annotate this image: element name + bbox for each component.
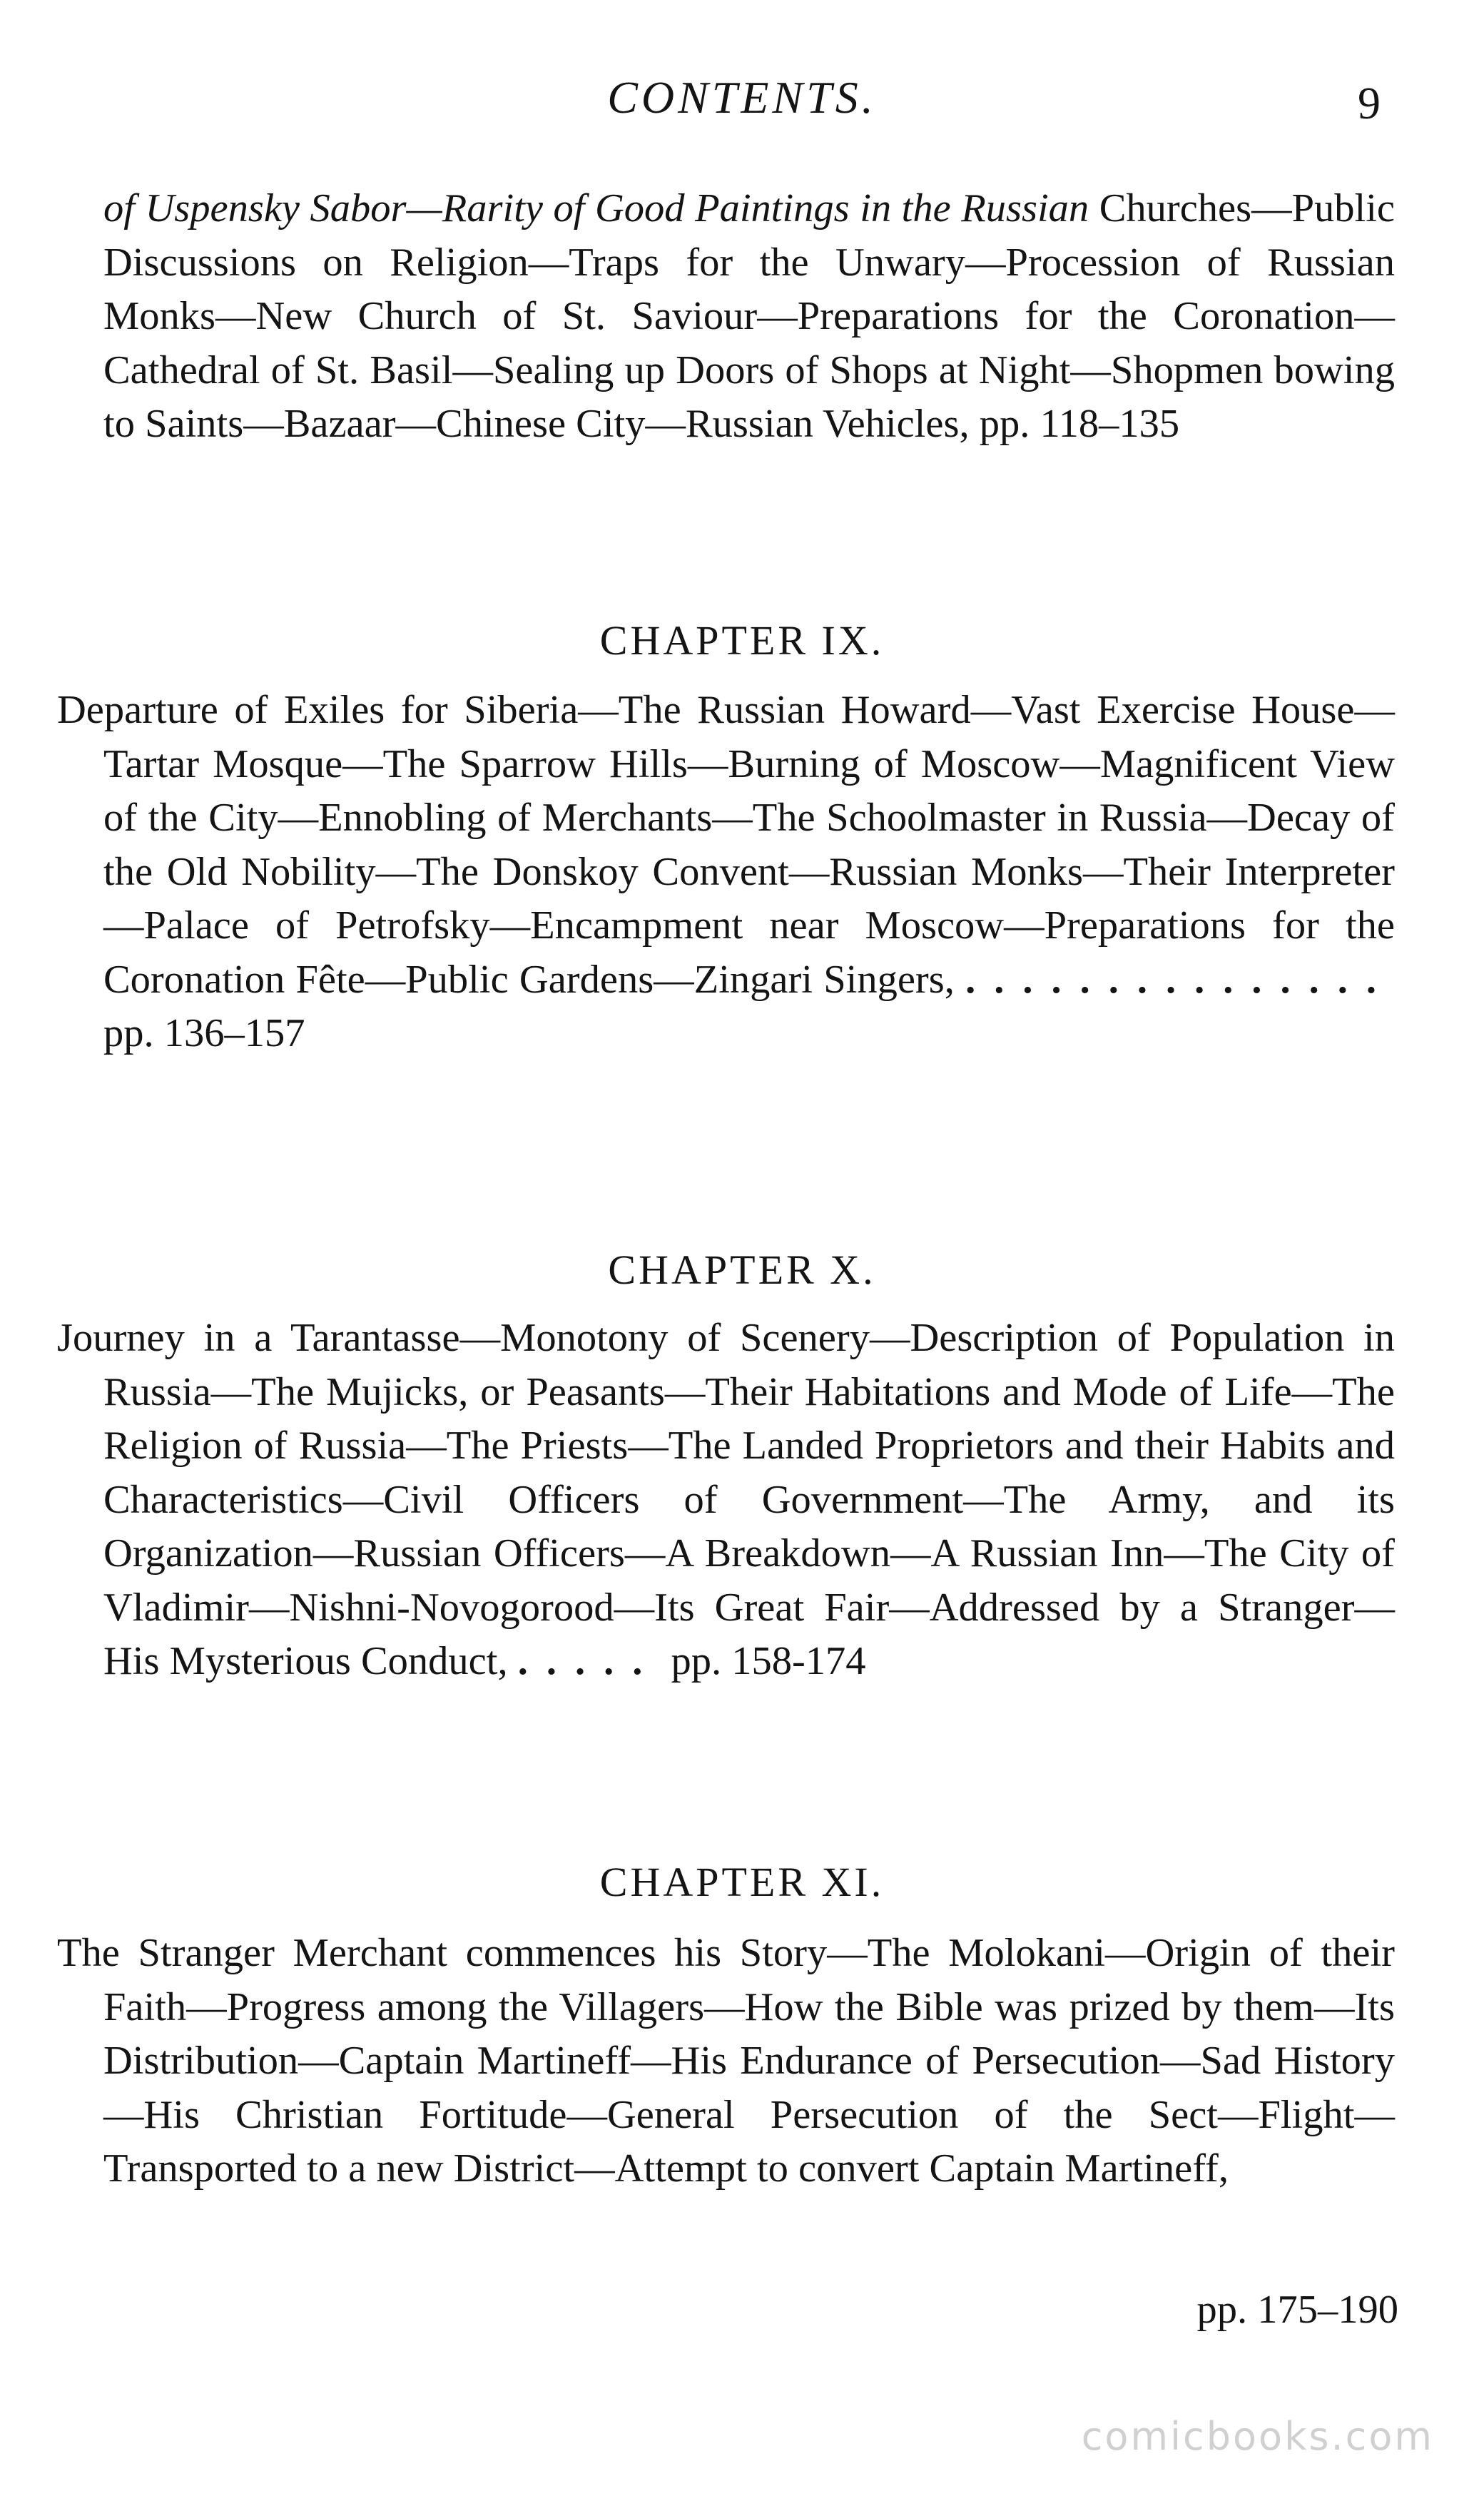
- chapter-x-page-range: pp. 158-174: [671, 1639, 866, 1683]
- chapter-x-summary: [57, 1312, 1395, 1689]
- chapter-ix-heading: CHAPTER IX.: [599, 617, 885, 664]
- running-title: CONTENTS.: [607, 72, 877, 123]
- watermark-logo: comicbooks.com: [1081, 2414, 1434, 2459]
- chapter-ix-page-range: pp. 136–157: [103, 1011, 305, 1055]
- continuation-italic-text: of Uspensky Sabor—Rarity of Good Paintings in the Russian: [103, 186, 1089, 230]
- chapter-ix-summary: [57, 684, 1395, 1061]
- continuation-page-range: pp. 118–135: [979, 402, 1180, 446]
- chapter-x-text: Journey in a Tarantasse—Monotony of Scenery—Description of Population in Russia—The Mujicks, or Peasants—Their Habitations and Mode of Life—The Religion of Russia—The Priests—The Landed Proprietors and their Habits and Characteristics—Civil Officers of Government—The Army, and its Organization—Russian Officers—A Breakdown—A Russian Inn—The City of Vladimir—Nishni-Novogorood—Its Great Fair—Addressed by a Stranger—His Mysterious Conduct,: [57, 1316, 1395, 1683]
- chapter-x-heading: CHAPTER X.: [608, 1247, 876, 1293]
- continuation-text: Churches—Public Discussions on Religion—Traps for the Unwary—Procession of Russian Monks—New Church of St. Saviour—Preparations for the Coronation—Cathedral of St. Basil—Sealing up Doors of Shops at Night—Shopmen bowing to Saints—Bazaar—Chinese City—Russian Vehicles,: [103, 186, 1396, 446]
- chapter-xi-text: The Stranger Merchant commences his Story—The Molokani—Origin of their Faith—Progress among the Villagers—How the Bible was prized by them—Its Distribution—Captain Martineff—His Endurance of Persecution—Sad History—His Christian Fortitude—General Persecution of the Sect—Flight—Transported to a new District—Attempt to convert Captain Martineff,: [57, 1931, 1395, 2191]
- chapter-viii-continuation: [57, 182, 1395, 452]
- page-number: 9: [1358, 78, 1381, 128]
- chapter-xi-heading: CHAPTER XI.: [599, 1859, 885, 1905]
- chapter-ix-leader-dots: ...............: [965, 957, 1396, 1002]
- chapter-x-leader-dots: .....: [517, 1639, 661, 1683]
- chapter-xi-page-range: pp. 175–190: [1196, 2288, 1398, 2332]
- running-head: [0, 66, 1484, 130]
- chapter-xi-summary: [57, 1927, 1395, 2196]
- chapter-ix-text: Departure of Exiles for Siberia—The Russian Howard—Vast Exercise House—Tartar Mosque—The Sparrow Hills—Burning of Moscow—Magnificent View of the City—Ennobling of Merchants—The Schoolmaster in Russia—Decay of the Old Nobility—The Donskoy Convent—Russian Monks—Their Interpreter—Palace of Petrofsky—Encampment near Moscow—Preparations for the Coronation Fête—Public Gardens—Zingari Singers,: [57, 688, 1395, 1002]
